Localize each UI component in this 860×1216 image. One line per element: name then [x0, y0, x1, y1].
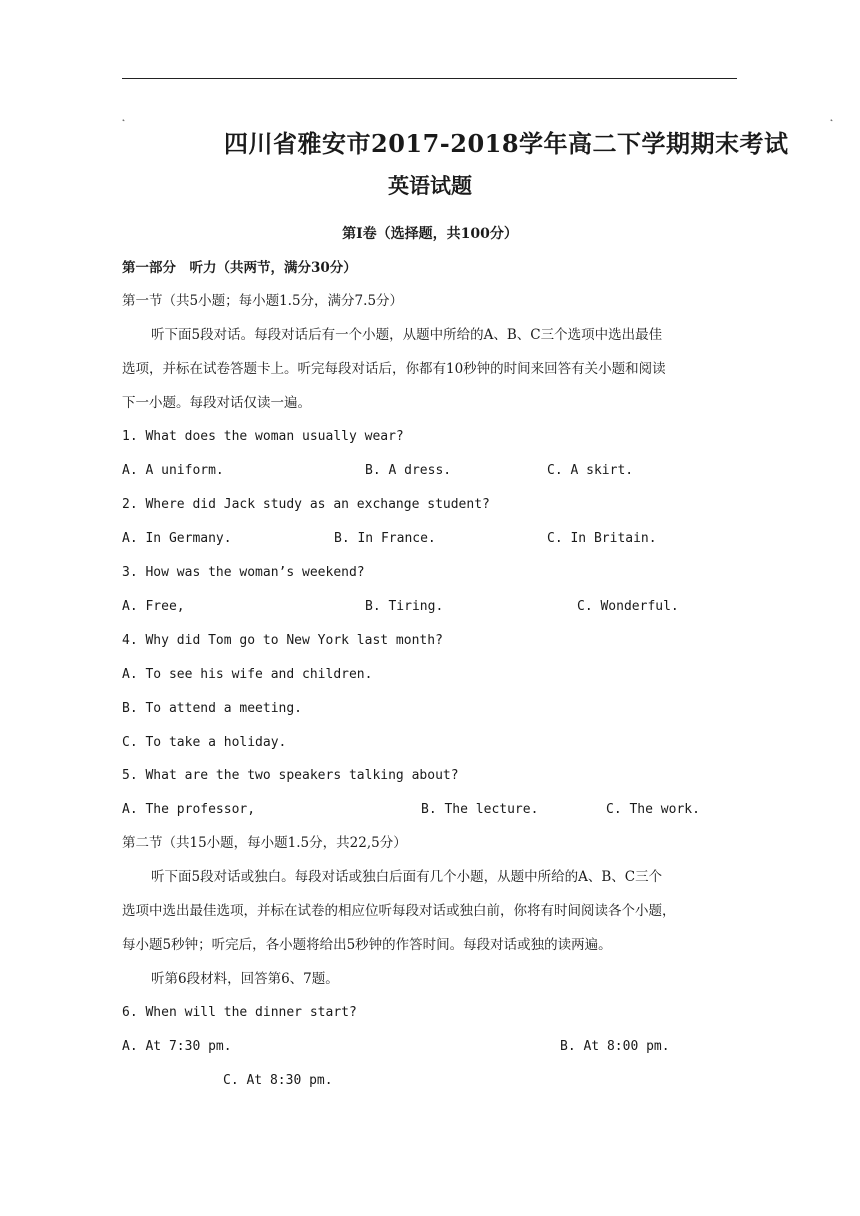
q6-option-c: C. At 8:30 pm. — [223, 1073, 333, 1088]
q6-option-a: A. At 7:30 pm. — [122, 1039, 232, 1054]
section2-instruction-2: 选项中选出最佳选项，并标在试卷的相应位听每段对话或独白前，你将有时间阅读各个小题， — [122, 903, 676, 919]
section1-instruction-1: 听下面5段对话。每段对话后有一个小题，从题中所给的A、B、C三个选项中选出最佳 — [151, 327, 663, 343]
q1-option-a: A. A uniform. — [122, 463, 224, 478]
volume-heading: 第Ⅰ卷（选择题，共100分） — [342, 226, 518, 242]
section1-instruction-2: 选项，并标在试卷答题卡上。听完每段对话后，你都有10秒钟的时间来回答有关小题和阅读 — [122, 361, 666, 377]
q6-option-b: B. At 8:00 pm. — [560, 1039, 670, 1054]
section2-instruction-1: 听下面5段对话或独白。每段对话或独白后面有几个小题，从题中所给的A、B、C三个 — [151, 869, 663, 885]
material-note: 听第6段材料，回答第6、7题。 — [151, 971, 339, 987]
corner-mark-right: ˛ — [829, 111, 834, 122]
q3-option-a: A. Free, — [122, 599, 185, 614]
q1-option-b: B. A dress. — [365, 463, 452, 478]
section2-heading: 第二节（共15小题，每小题1.5分，共22,5分） — [122, 835, 407, 851]
header-rule — [122, 78, 737, 79]
section1-heading: 第一节（共5小题；每小题1.5分，满分7.5分） — [122, 293, 404, 309]
q4-option-a: A. To see his wife and children. — [122, 667, 373, 682]
document-subtitle: 英语试题 — [388, 173, 472, 198]
question-3: 3. How was the woman’s weekend? — [122, 565, 365, 580]
q3-option-b: B. Tiring. — [365, 599, 444, 614]
q2-option-b: B. In France. — [334, 531, 436, 546]
q5-option-c: C. The work. — [606, 802, 700, 817]
corner-mark-left: ˛ — [121, 111, 126, 122]
q1-option-c: C. A skirt. — [547, 463, 634, 478]
q2-option-c: C. In Britain. — [547, 531, 657, 546]
question-6: 6. When will the dinner start? — [122, 1005, 357, 1020]
q4-option-c: C. To take a holiday. — [122, 735, 287, 750]
q3-option-c: C. Wonderful. — [577, 599, 679, 614]
section1-instruction-3: 下一小题。每段对话仅读一遍。 — [122, 395, 311, 411]
q2-option-a: A. In Germany. — [122, 531, 232, 546]
section2-instruction-3: 每小题5秒钟；听完后，各小题将给出5秒钟的作答时间。每段对话或独的读两遍。 — [122, 937, 612, 953]
question-5: 5. What are the two speakers talking about? — [122, 768, 459, 783]
q4-option-b: B. To attend a meeting. — [122, 701, 303, 716]
q5-option-b: B. The lecture. — [421, 802, 539, 817]
q5-option-a: A. The professor, — [122, 802, 256, 817]
question-4: 4. Why did Tom go to New York last month? — [122, 633, 443, 648]
document-title: 四川省雅安市2017-2018学年高二下学期期末考试 — [224, 129, 789, 158]
question-2: 2. Where did Jack study as an exchange student? — [122, 497, 490, 512]
question-1: 1. What does the woman usually wear? — [122, 429, 404, 444]
part1-heading: 第一部分 听力（共两节，满分30分） — [122, 260, 357, 276]
